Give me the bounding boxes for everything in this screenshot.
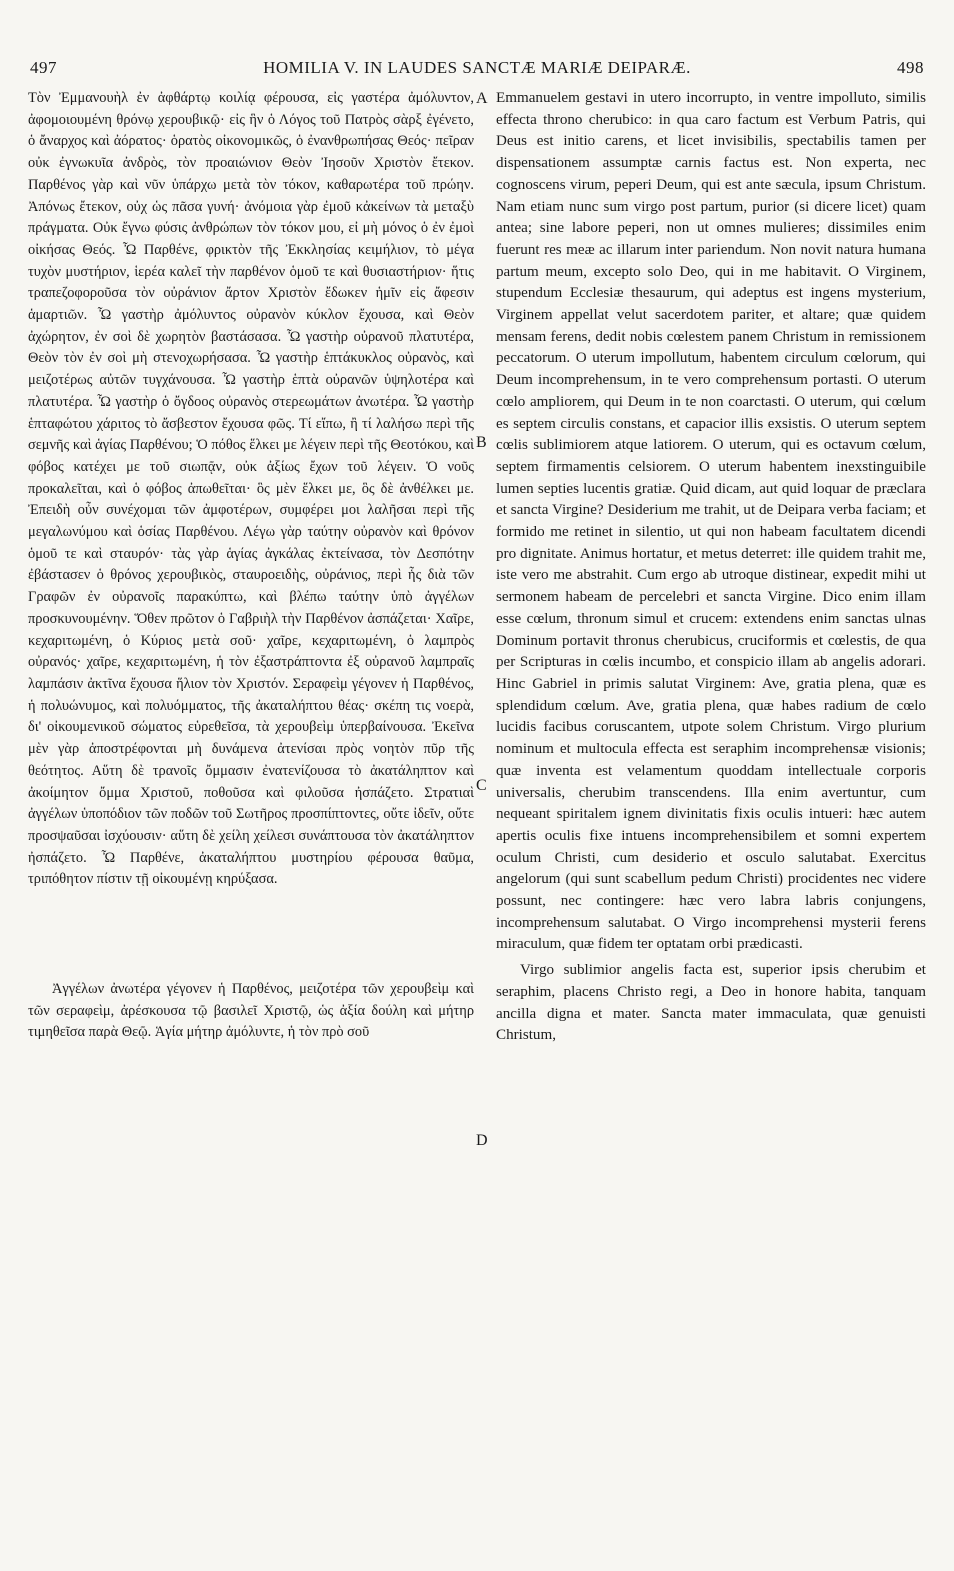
greek-column [28,88,474,1044]
latin-paragraph-1: Emmanuelem gestavi in utero incorrupto, in ventre impolluto, similis effecta throno cherubico: in qua caro factum est Verbum Patris, qui Deus est initio carens, et licet invisibilis, spectabilis tamen per dispensationem assumptæ carnis factus est. Non experta, nec cognoscens virum, peperi Deum, qui est ante sæcula, ipsum Christum. Nam etiam nunc sum virgo post partum, purior (si dicere licet) quam antea; sine labore peperi, non ut omnes mulieres; dissimiles enim fuerunt res meæ ac illarum inter pariendum. Non novit natura humana partum meum, excepto solo Deo, qui in me habitavit. O Virginem, stupendum Ecclesiæ thesaurum, qui adeptus est ingens mysterium, Virginem appellat velut sacerdotem pariter, et altare; quæ quidem mensam ferens, dedit nobis cœlestem panem Christum in remissionem peccatorum. O uterum impollutum, habentem circulum cœlorum, qui Deum incomprehensum, in te vero comprehensum portasti. O uterum cœlo ampliorem, qui Deum in te non coarctasti. O uterum, qui cœlum es septem circulis constans, et capacior illis exsistis. O uterum septem cœlis sublimiorem atque latiorem. O uterum, qui es octavum cœlum, septem firmamentis celsiorem. O uterum habentem inexstinguibile lumen septies lucentis gratiæ. Quid dicam, aut quid loquar de præclara et sancta Virgine? Desiderium me trahit, ut de Deipara verba faciam; et formido me retinet in silentio, ut qui non habeam facultatem dicendi pro dignitate. Animus hortatur, et metus deterret: ille quidem trahit me, iste vero me abstrahit. Cum ergo ab utroque distinear, expedit mihi ut sermonem habeam de percelebri et sancta Virgine. Dico enim illam esse cœlum, thronum simul et crucem: extendens enim sanctas ulnas Dominum portavit thronus cherubicus, cruciformis et cœlestis, de qua per Scripturas in cœlis incumbo, et conspicio illam ab angelis adorari. Hinc Gabriel in primis salutat Virginem: Ave, gratia plena, quæ es splendidum cœlum. Ave, gratia plena, quæ habes radium de cœlo lucidis facibus coruscantem, utpote solem Christum. Virgo plurium nominum et multocula effecta est seraphim incomprehensæ visionis; quæ inventa est velamentum quoddam intellectuale corporis universalis, cherubim transcendens. Illa enim avertuntur, cum nequeant spiritalem ignem divinitatis fixis oculis intueri: hæc autem apertis oculis fixe intuens incomprehensibilem et somni expertem oculum Christi, cum desiderio et osculo salutabat. Exercitus angelorum (qui sunt scabellum pedum Christi) procidentes nec videre possunt, nec contingere: hæc vero labra labris conjungens, incomprehensum salutabat. O Virgo incomprehensi mysterii ferens miraculum, quæ fidem ter optatam orbi prædicasti. [496,90,926,953]
section-marker-a: A [476,90,488,107]
section-marker-d: D [476,1132,488,1149]
latin-paragraph-2: Virgo sublimior angelis facta est, superior ipsis cherubim et seraphim, placens Christo regi, a Deo in honore habita, tanquam ancilla digna et mater. Sancta mater immaculata, quæ genuisti Christum, [496,962,926,1044]
running-title: HOMILIA V. IN LAUDES SANCTÆ MARIÆ DEIPARÆ. [263,58,691,77]
page-header [30,58,924,84]
page-number-left: 497 [30,58,57,77]
greek-paragraph-2: Ἀγγέλων ἀνωτέρα γέγονεν ἡ Παρθένος, μειζοτέρα τῶν χερουβεὶμ καὶ τῶν σεραφεὶμ, ἀρέσκουσα τῷ βασιλεῖ Χριστῷ, ὡς ἀξία δούλη καὶ μήτηρ τιμηθεῖσα παρὰ Θεῷ. Ἁγία μήτηρ ἀμόλυντε, ἡ τὸν πρὸ σοῦ [28,981,474,1041]
section-marker-c: C [476,777,487,794]
greek-paragraph-1: Τὸν Ἐμμανουὴλ ἐν ἀφθάρτῳ κοιλίᾳ φέρουσα, εἰς γαστέρα ἀμόλυντον, ἀφομοιουμένη θρόνῳ χερουβικῷ· εἰς ἣν ὁ Λόγος τοῦ Πατρὸς σὰρξ ἐγένετο, ὁ ἄναρχος καὶ ἀόρατος· ὁρατὸς οἰκονομικῶς, ὁ ἐνανθρωπήσας Θεός· πεῖραν οὐκ ἐγνωκυῖα ἀνδρὸς, τὸν προαιώνιον Θεὸν Ἰησοῦν Χριστὸν ἔτεκον. Παρθένος γὰρ καὶ νῦν ὑπάρχω μετὰ τὸν τόκον, καθαρωτέρα τοῦ πρώην. Ἀπόνως ἔτεκον, οὐχ ὡς πᾶσα γυνή· ἀνόμοια γὰρ ἐμοῦ κἀκείνων τὰ μεταξὺ πράγματα. Οὐκ ἔγνω φύσις ἀνθρώπων τὸν τόκον μου, εἰ μὴ μόνος ὁ ἐν ἐμοὶ οἰκήσας Θεός. Ὦ Παρθένε, φρικτὸν τῆς Ἐκκλησίας κειμήλιον, τὸ μέγα τυχὸν μυστήριον, ἱερέα καλεῖ τὴν παρθένον ὁμοῦ τε καὶ θυσιαστήριον· ἥτις τραπεζοφοροῦσα τὸν οὐράνιον ἄρτον Χριστὸν ἔδωκεν ἡμῖν εἰς ἄφεσιν ἁμαρτιῶν. Ὦ γαστὴρ ἀμόλυντος οὐρανὸν κύκλον ἔχουσα, καὶ Θεὸν ἀχώρητον, ἐν σοὶ δὲ χωρητὸν βαστάσασα. Ὦ γαστὴρ οὐρανοῦ πλατυτέρα, Θεὸν τὸν ἐν σοὶ μὴ στενοχωρήσασα. Ὦ γαστὴρ ἑπτάκυκλος οὐρανὸς, καὶ μειζοτέρως αὐτῶν τυγχάνουσα. Ὦ γαστὴρ ἑπτὰ οὐρανῶν ὑψηλοτέρα καὶ πλατυτέρα. Ὦ γαστὴρ ὁ ὄγδοος οὐρανὸς στερεωμάτων ἀνωτέρα. Ὦ γαστὴρ ἑπταφώτου χάριτος τὸ ἄσβεστον ἔχουσα φῶς. Τί εἴπω, ἢ τί λαλήσω περὶ τῆς σεμνῆς καὶ ἁγίας Παρθένου; Ὁ πόθος ἕλκει με λέγειν περὶ τῆς Θεοτόκου, καὶ φόβος κατέχει με τοῦ σιωπᾷν, οὐκ ἀξίως ἔχων τοῦ λέγειν. Ὁ νοῦς προκαλεῖται, καὶ ὁ φόβος ἀπωθεῖται· ὃς μὲν ἕλκει με, ὃς δὲ ἀνθέλκει με. Ἐπειδὴ οὖν συνέχομαι τῶν ἀμφοτέρων, συμφέρει μοι λαλῆσαι περὶ τῆς μεγαλωνύμου καὶ ὁσίας Παρθένου. Λέγω γὰρ ταύτην οὐρανὸν καὶ θρόνον ὁμοῦ τε καὶ σταυρόν· τὰς γὰρ ἁγίας ἀγκάλας ἐκτείνασα, τὸν Δεσπότην ἐβάστασεν ὁ θρόνος χερουβικὸς, σταυροειδὴς, οὐράνιος, περὶ ἧς διὰ τῶν Γραφῶν ἐν οὐρανοῖς παρακύπτω, καὶ βλέπω ταύτην ὑπὸ ἀγγέλων προσκυνουμένην. Ὅθεν πρῶτον ὁ Γαβριὴλ τὴν Παρθένον ἀσπάζεται· Χαῖρε, κεχαριτωμένη, ὁ Κύριος μετὰ σοῦ· χαῖρε, κεχαριτωμένη, ὁ λαμπρὸς οὐρανός· χαῖρε, κεχαριτωμένη, ἡ τὸν ἐξαστράπτοντα ἐξ οὐρανοῦ λαμπραῖς λαμπάσιν ἀκτῖνα ἔχουσα ἥλιον τὸν Χριστόν. Σεραφεὶμ γέγονεν ἡ Παρθένος, ἡ πολυώνυμος, καὶ πολυόμματος, τῆς ἀκαταλήπτου θέας· σκέπη τις νοερὰ, δι' οἰκουμενικοῦ σώματος εὑρεθεῖσα, τὰ χερουβεὶμ ὑπερβαίνουσα. Ἐκεῖνα μὲν γὰρ ἀποστρέφονται μὴ δυνάμενα ἀτενίσαι πρὸς νοητὸν πῦρ τῆς θεότητος. Αὕτη δὲ τρανοῖς ὄμμασιν ἐνατενίζουσα τὸ ἀκατάληπτον καὶ ἀκοίμητον ὄμμα Χριστοῦ, ποθοῦσα καὶ φιλοῦσα ἠσπάζετο. Στρατιαὶ ἀγγέλων ὑποπόδιον τῶν ποδῶν τοῦ Σωτῆρος προσπίπτοντες, οὔτε ἰδεῖν, οὔτε προσψαῦσαι ἰσχύουσιν· αὕτη δὲ χείλη χείλεσι συνάπτουσα τὸν ἀκατάληπτον ἠσπάζετο. Ὦ Παρθένε, ἀκαταλήπτου μυστηρίου φέρουσα θαῦμα, τριπόθητον πίστιν τῇ οἰκουμένῃ κηρύξασα. [28,90,474,888]
section-marker-b: B [476,434,487,451]
page-number-right: 498 [897,58,924,77]
latin-column [496,88,926,1047]
